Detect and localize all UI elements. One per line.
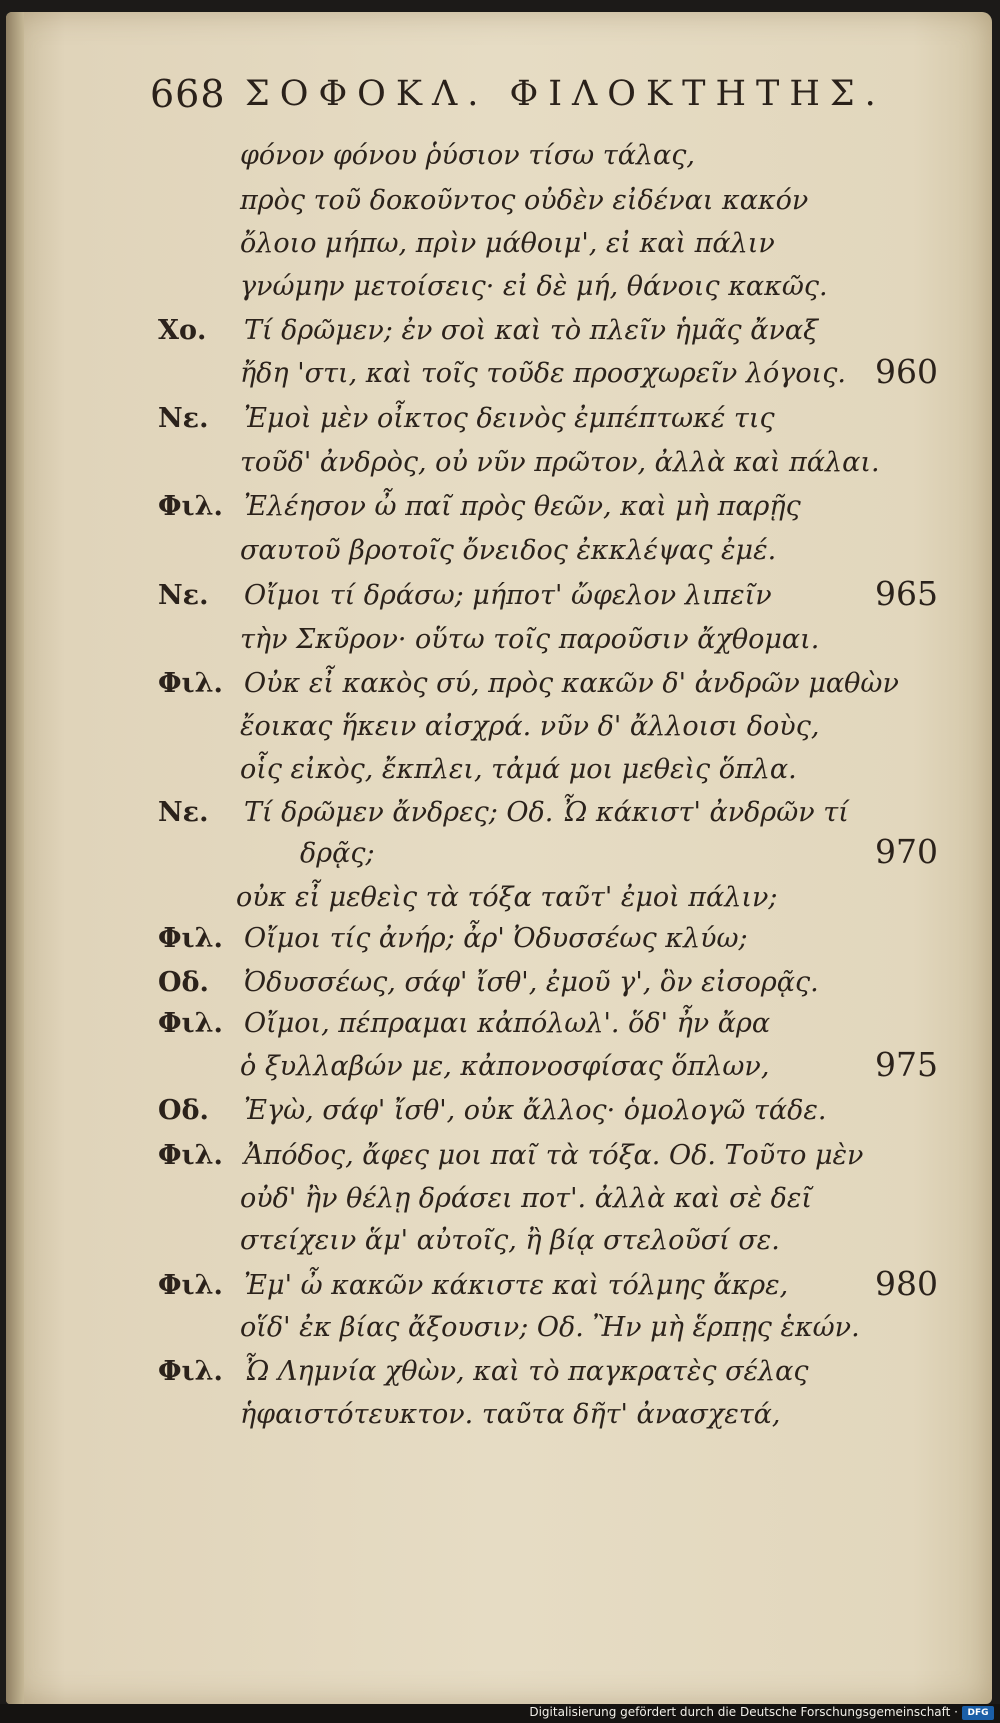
verse-line: Ἐλέησον ὦ παῖ πρὸς θεῶν, καὶ μὴ παρῇς <box>244 491 801 522</box>
line-number: 960 <box>875 352 938 391</box>
verse-line: οὐκ εἶ μεθεὶς τὰ τόξα ταῦτ' ἐμοὶ πάλιν; <box>236 882 778 913</box>
verse-line: οἵδ' ἐκ βίας ἄξουσιν; Οδ. Ἢν μὴ ἕρπῃς ἑκών. <box>240 1312 860 1343</box>
verse-line: Ἐγὼ, σάφ' ἴσθ', οὐκ ἄλλος· ὁμολογῶ τάδε. <box>244 1095 827 1126</box>
speaker-label: Οδ. <box>158 967 209 998</box>
footer-credit: Digitalisierung gefördert durch die Deutsche Forschungsgemeinschaft · <box>529 1705 958 1719</box>
verse-line: Ἐμ' ὦ κακῶν κάκιστε καὶ τόλμης ἄκρε, <box>244 1270 789 1301</box>
speaker-label: Φιλ. <box>158 1356 223 1387</box>
verse-line: Οἴμοι τίς ἀνήρ; ἆρ' Ὀδυσσέως κλύω; <box>244 923 748 954</box>
line-number: 980 <box>875 1264 938 1303</box>
verse-line: ὄλοιο μήπω, πρὶν μάθοιμ', εἰ καὶ πάλιν <box>240 228 775 259</box>
speaker-label: Φιλ. <box>158 668 223 699</box>
verse-line: Ὀδυσσέως, σάφ' ἴσθ', ἐμοῦ γ', ὃν εἰσορᾷς. <box>244 967 819 998</box>
verse-line: τοῦδ' ἀνδρὸς, οὐ νῦν πρῶτον, ἀλλὰ καὶ πάλαι. <box>240 447 880 478</box>
verse-line: ἤδη 'στι, καὶ τοῖς τοῦδε προσχωρεῖν λόγοις. <box>240 358 846 389</box>
verse-line: οἷς εἰκὸς, ἔκπλει, τἀμά μοι μεθεὶς ὅπλα. <box>240 754 797 785</box>
verse-line: οὐδ' ἢν θέλῃ δράσει ποτ'. ἀλλὰ καὶ σὲ δεῖ <box>240 1183 812 1214</box>
verse-line: Ὦ Λημνία χθὼν, καὶ τὸ παγκρατὲς σέλας <box>244 1356 809 1387</box>
verse-line: ἡφαιστότευκτον. ταῦτα δῆτ' ἀνασχετά, <box>240 1399 781 1430</box>
verse-line: ἔοικας ἥκειν αἰσχρά. νῦν δ' ἄλλοισι δοὺς, <box>240 711 820 742</box>
running-title: ΣΟΦΟΚΛ. ΦΙΛΟΚΤΗΤΗΣ. <box>245 74 886 114</box>
speaker-label: Νε. <box>158 403 209 434</box>
line-number: 975 <box>875 1045 938 1084</box>
verse-line: Οἴμοι τί δράσω; μήποτ' ὤφελον λιπεῖν <box>244 580 772 611</box>
speaker-label: Νε. <box>158 797 209 828</box>
verse-line: τὴν Σκῦρον· οὕτω τοῖς παροῦσιν ἄχθομαι. <box>240 624 820 655</box>
verse-line: Οἴμοι, πέπραμαι κἀπόλωλ'. ὅδ' ἦν ἄρα <box>244 1008 771 1039</box>
speaker-label: Φιλ. <box>158 1270 223 1301</box>
verse-line: Ἀπόδος, ἄφες μοι παῖ τὰ τόξα. Οδ. Τοῦτο μὲν <box>244 1140 864 1171</box>
speaker-label: Νε. <box>158 580 209 611</box>
verse-line: στείχειν ἅμ' αὐτοῖς, ἢ βίᾳ στελοῦσί σε. <box>240 1225 780 1256</box>
speaker-label: Οδ. <box>158 1095 209 1126</box>
speaker-label: Χο. <box>158 315 207 346</box>
footer-bar <box>0 1704 1000 1723</box>
verse-line: Τί δρῶμεν; ἐν σοὶ καὶ τὸ πλεῖν ἡμᾶς ἄναξ <box>244 315 819 346</box>
verse-line: Οὐκ εἶ κακὸς σύ, πρὸς κακῶν δ' ἀνδρῶν μαθὼν <box>244 668 899 699</box>
verse-line: ὁ ξυλλαβών με, κἀπονοσφίσας ὅπλων, <box>240 1051 770 1082</box>
speaker-label: Φιλ. <box>158 1140 223 1171</box>
speaker-label: Φιλ. <box>158 491 223 522</box>
page-number: 668 <box>150 72 226 116</box>
verse-line: δρᾷς; <box>300 838 375 869</box>
line-number: 965 <box>875 574 938 613</box>
verse-line: σαυτοῦ βροτοῖς ὄνειδος ἐκκλέψας ἐμέ. <box>240 535 777 566</box>
dfg-logo-icon: DFG <box>962 1706 994 1720</box>
verse-line: Τί δρῶμεν ἄνδρες; Οδ. Ὦ κάκιστ' ἀνδρῶν τί <box>244 797 849 828</box>
line-number: 970 <box>875 832 938 871</box>
speaker-label: Φιλ. <box>158 923 223 954</box>
verse-line: πρὸς τοῦ δοκοῦντος οὐδὲν εἰδέναι κακόν <box>240 185 809 216</box>
verse-line: φόνον φόνου ῥύσιον τίσω τάλας, <box>240 140 695 171</box>
speaker-label: Φιλ. <box>158 1008 223 1039</box>
verse-line: Ἐμοὶ μὲν οἶκτος δεινὸς ἐμπέπτωκέ τις <box>244 403 775 434</box>
verse-line: γνώμην μετοίσεις· εἰ δὲ μή, θάνοις κακῶς. <box>240 271 828 302</box>
